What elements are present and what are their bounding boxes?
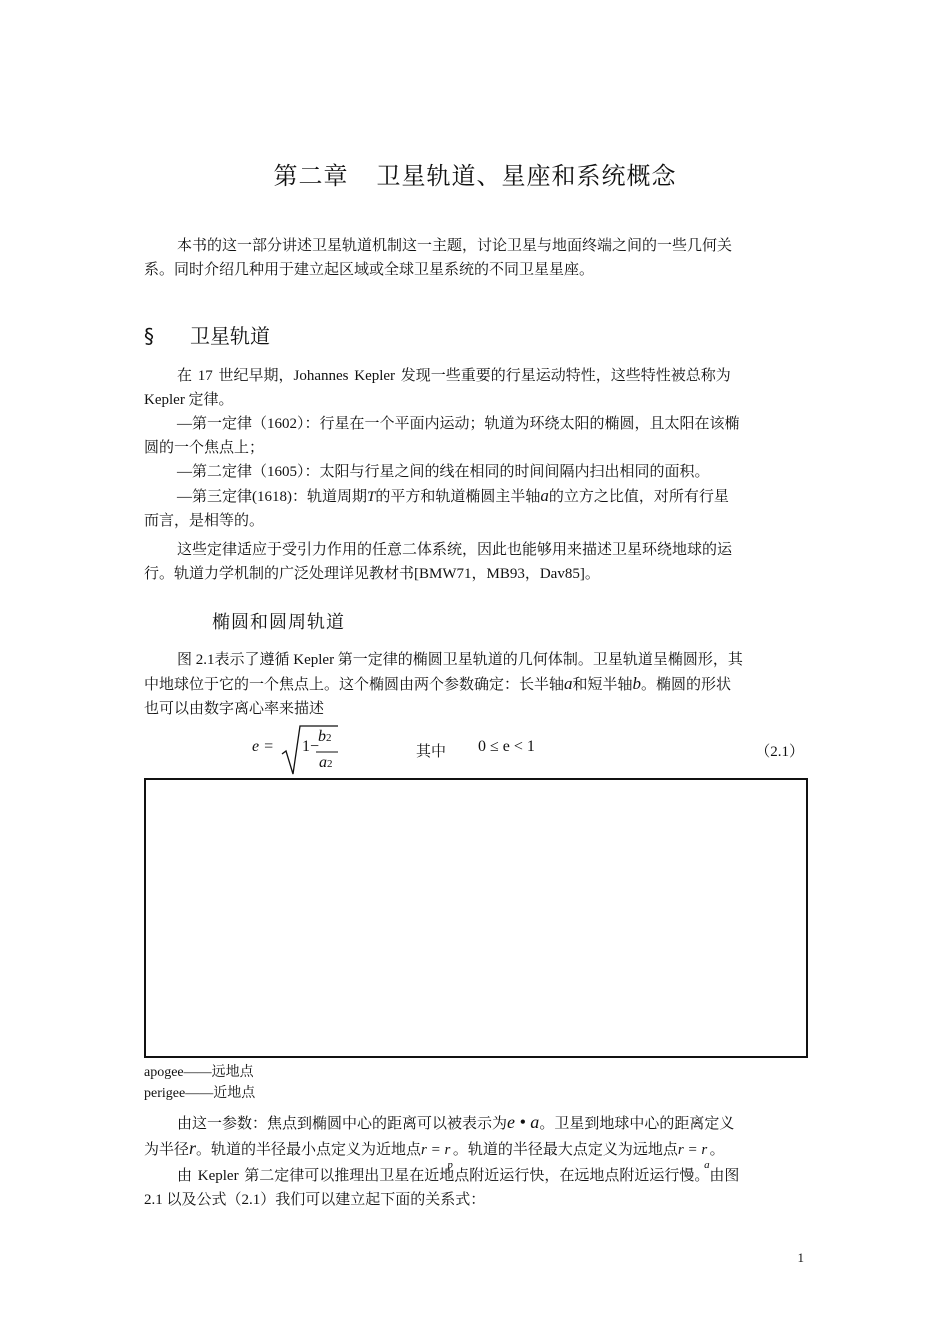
expression-r-apogee: r = r	[677, 1142, 708, 1158]
symbol-a: a	[564, 674, 573, 693]
fraction-denominator: a2	[319, 754, 333, 771]
legend-apogee: apogee——远地点	[144, 1065, 254, 1080]
equation-2-1	[144, 724, 808, 780]
kepler-law-2: —第二定律（1605）：太阳与行星之间的线在相同的时间间隔内扫出相同的面积。	[177, 464, 710, 480]
fraction-numerator: b2	[318, 728, 332, 745]
second-law-paragraph: 由 Kepler 第二定律可以推理出卫星在近地点附近运行快，在远地点附近运行慢。由图 2.1 以及公式（2.1）我们可以建立起下面的关系式：	[144, 1168, 740, 1208]
legend-perigee: perigee——近地点	[144, 1086, 256, 1101]
symbol-a: a	[540, 486, 549, 505]
subsection-heading: 椭圆和圆周轨道	[212, 612, 345, 633]
symbol-T: T	[367, 489, 376, 505]
chapter-title	[0, 156, 950, 191]
chapter-name: 卫星轨道、星座和系统概念	[376, 162, 677, 190]
chapter-number: 第二章	[273, 162, 349, 190]
kepler-law-3: —第三定律(1618)：轨道周期T的平方和轨道椭圆主半轴a的立方之比值，对所有行星 而言，是相等的。	[144, 486, 729, 529]
kepler-intro-paragraph: 在 17 世纪早期，Johannes Kepler 发现一些重要的行星运动特性，这些特性被总称为 Kepler 定律。	[144, 368, 731, 408]
symbol-r: r	[189, 1138, 197, 1158]
equation-one-minus: 1−	[302, 738, 320, 755]
expression-e-dot-a: e • a	[507, 1112, 540, 1132]
figure-placeholder-box	[144, 778, 808, 1058]
distance-paragraph: 由这一参数：焦点到椭圆中心的距离可以被表示为e • a。卫星到地球中心的距离定义 为半径r。轨道的半径最小点定义为近地点$r = r_p$。轨道的半径最大点定义为远地点$r = r_a$。	[144, 1112, 735, 1171]
laws-apply-paragraph: 这些定律适应于受引力作用的任意二体系统，因此也能够用来描述卫星环绕地球的运 行。轨道力学机制的广泛处理详见教材书[BMW71，MB93，Dav85]。	[144, 542, 733, 582]
page-number: 1	[797, 1250, 804, 1265]
equation-range: 0 ≤ e < 1	[478, 738, 535, 755]
section-heading	[144, 320, 270, 349]
expression-r-perigee: r = r	[421, 1142, 451, 1158]
equation-lhs: e =	[252, 738, 274, 755]
intro-paragraph: 本书的这一部分讲述卫星轨道机制这一主题，讨论卫星与地面终端之间的一些几何关 系。同时介绍几种用于建立起区域或全球卫星系统的不同卫星星座。	[144, 238, 733, 278]
section-title: 卫星轨道	[190, 324, 270, 348]
kepler-law-1: —第一定律（1602）：行星在一个平面内运动；轨道为环绕太阳的椭圆，且太阳在该椭 圆的一个焦点上；	[144, 416, 740, 456]
section-symbol: §	[144, 324, 154, 348]
figure-intro-paragraph: 图 2.1表示了遵循 Kepler 第一定律的椭圆卫星轨道的几何体制。卫星轨道呈椭圆形，其 中地球位于它的一个焦点上。这个椭圆由两个参数确定：长半轴a和短半轴b。椭圆的形状 也可以由数字离心率来描述	[144, 652, 743, 717]
symbol-b: b	[632, 674, 642, 693]
equation-where: 其中	[416, 744, 447, 760]
equation-number: （2.1）	[755, 744, 804, 760]
